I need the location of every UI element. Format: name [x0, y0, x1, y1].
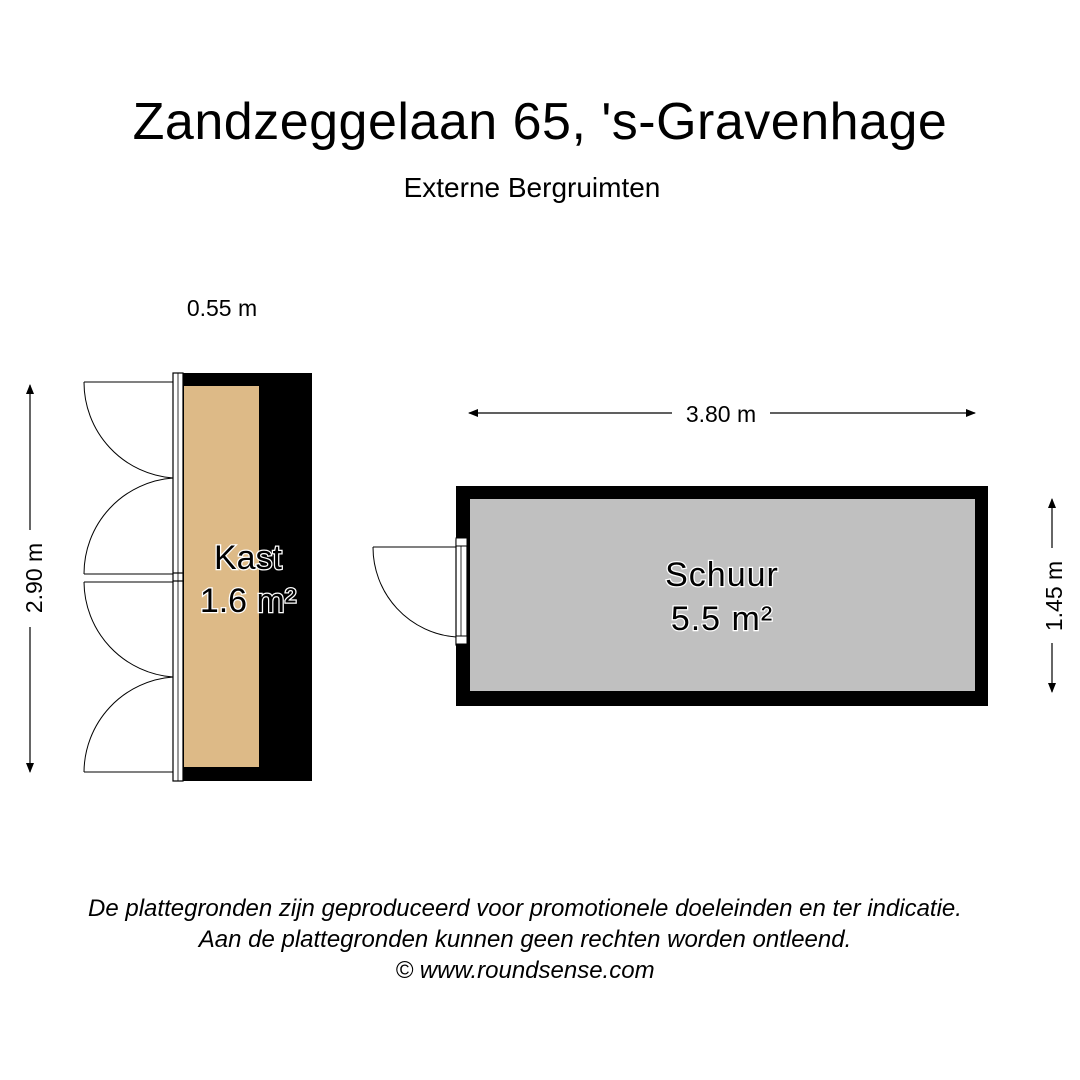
schuur-door — [373, 547, 456, 637]
kast-area-label: 1.6 m² — [199, 582, 297, 620]
kast-door-upper-left — [84, 382, 173, 574]
schuur-area-label: 5.5 m² — [670, 600, 774, 638]
disclaimer-line-1: De plattegronden zijn geproduceerd voor promotionele doeleinden en ter indicatie. — [88, 895, 962, 922]
kast-door-lower-left — [84, 582, 173, 772]
kast-width-label: 0.55 m — [186, 295, 258, 321]
kast-doors — [84, 382, 173, 772]
kast-height-label: 2.90 m — [21, 542, 47, 614]
kast-name-label: Kast — [213, 539, 283, 577]
plan-subtitle: Externe Bergruimten — [403, 172, 661, 203]
schuur-room — [456, 486, 988, 706]
schuur-door-frame — [456, 540, 467, 645]
plan-title: Zandzeggelaan 65, 's-Gravenhage — [132, 93, 948, 151]
disclaimer-line-2: Aan de plattegronden kunnen geen rechten worden ontleend. — [198, 926, 852, 953]
kast-room — [173, 373, 312, 781]
disclaimer — [0, 893, 1050, 986]
schuur-width-label: 3.80 m — [685, 401, 757, 427]
schuur-floor — [470, 499, 975, 691]
schuur-height-label: 1.45 m — [1041, 560, 1067, 632]
schuur-name-label: Schuur — [665, 556, 779, 594]
copyright-link[interactable]: © www.roundsense.com — [395, 957, 655, 984]
